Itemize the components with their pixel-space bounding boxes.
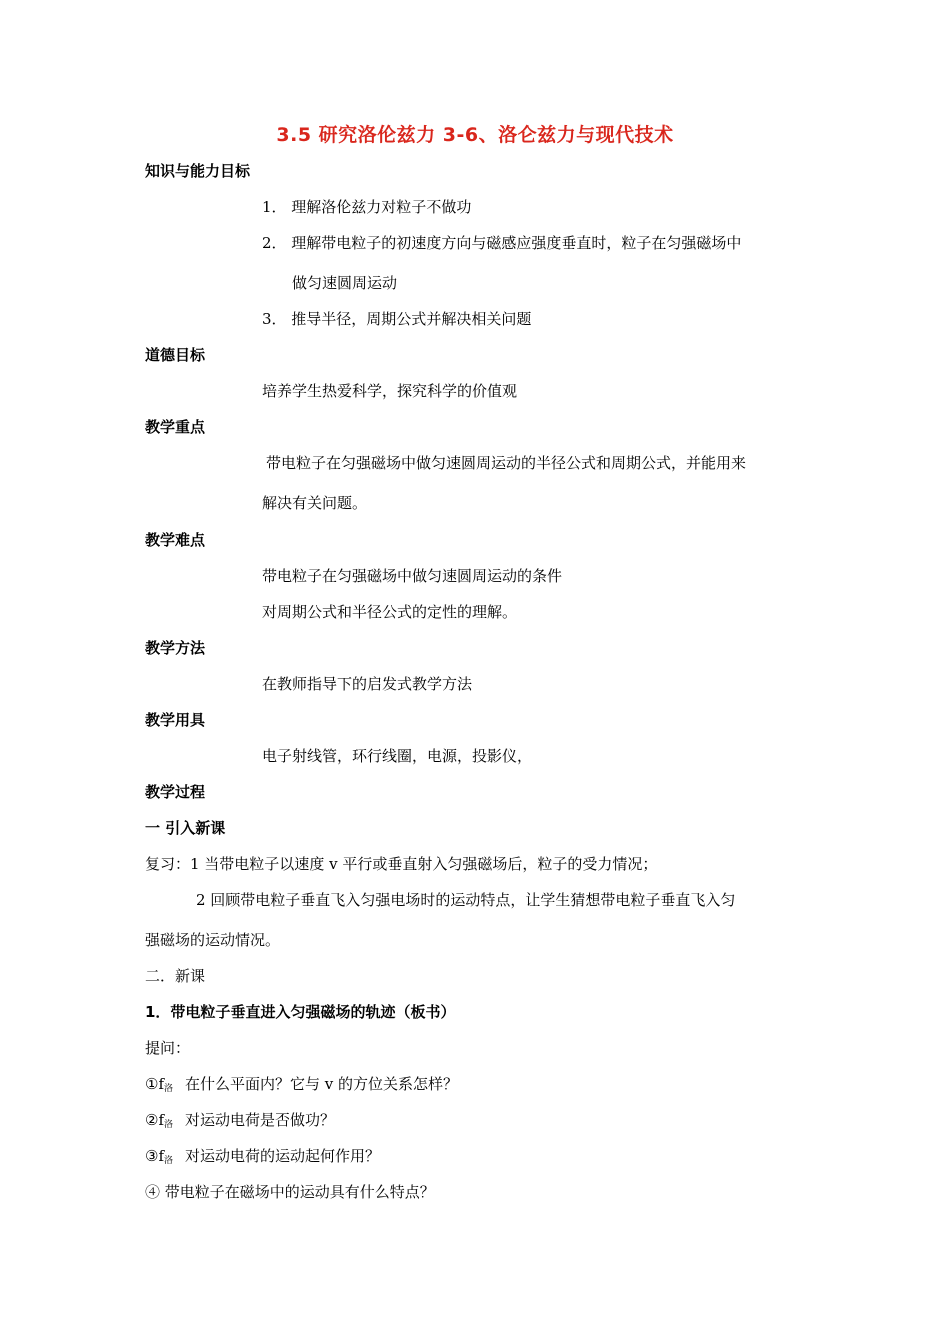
question-1-prefix: ①f: [145, 1075, 164, 1093]
section-heading-knowledge: 知识与能力目标: [145, 162, 251, 180]
intro-heading: 一 引入新课: [145, 819, 226, 837]
question-3-prefix: ③f: [145, 1147, 164, 1165]
question-1: [145, 1074, 458, 1099]
review-line-1: 复习：1 当带电粒子以速度 v 平行或垂直射入匀强磁场后，粒子的受力情况；: [145, 855, 658, 873]
section-heading-tools: 教学用具: [145, 711, 206, 729]
question-4: ④ 带电粒子在磁场中的运动具有什么特点？: [145, 1183, 435, 1201]
question-1-text: 在什么平面内？它与 v 的方位关系怎样？: [185, 1075, 459, 1093]
new-lesson-label: 二．新课: [145, 967, 206, 985]
difficulty-line-1: 带电粒子在匀强磁场中做匀速圆周运动的条件: [262, 567, 563, 585]
question-3: [145, 1146, 380, 1171]
knowledge-item-2-line-1: 2． 理解带电粒子的初速度方向与磁感应强度垂直时，粒子在匀强磁场中: [262, 234, 742, 252]
key-line-1: 带电粒子在匀强磁场中做匀速圆周运动的半径公式和周期公式，并能用来: [266, 454, 747, 472]
review-line-2: 2 回顾带电粒子垂直飞入匀强电场时的运动特点，让学生猜想带电粒子垂直飞入匀: [196, 891, 736, 909]
section-heading-difficulty: 教学难点: [145, 531, 206, 549]
question-1-subscript: 洛: [164, 1084, 174, 1094]
knowledge-item-3: 3． 推导半径，周期公式并解决相关问题: [262, 310, 532, 328]
section-heading-process: 教学过程: [145, 783, 206, 801]
section-heading-method: 教学方法: [145, 639, 206, 657]
knowledge-item-1: 1． 理解洛伦兹力对粒子不做功: [262, 198, 472, 216]
moral-text: 培养学生热爱科学，探究科学的价值观: [262, 382, 518, 400]
section-heading-key: 教学重点: [145, 418, 206, 436]
question-2: [145, 1110, 335, 1135]
method-text: 在教师指导下的启发式教学方法: [262, 675, 473, 693]
review-line-3: 强磁场的运动情况。: [145, 931, 281, 949]
subheading-trajectory: 1．带电粒子垂直进入匀强磁场的轨迹（板书）: [145, 1003, 456, 1021]
page-title: 3.5 研究洛伦兹力 3-6、洛仑兹力与现代技术: [276, 124, 674, 146]
section-heading-moral: 道德目标: [145, 346, 206, 364]
ask-label: 提问：: [145, 1039, 191, 1057]
question-2-text: 对运动电荷是否做功？: [185, 1111, 336, 1129]
knowledge-item-2-line-2: 做匀速圆周运动: [292, 274, 398, 292]
tools-text: 电子射线管，环行线圈，电源，投影仪，: [262, 747, 533, 765]
question-2-prefix: ②f: [145, 1111, 164, 1129]
key-line-2: 解决有关问题。: [262, 494, 368, 512]
question-3-subscript: 洛: [164, 1156, 174, 1166]
difficulty-line-2: 对周期公式和半径公式的定性的理解。: [262, 603, 518, 621]
question-3-text: 对运动电荷的运动起何作用？: [185, 1147, 381, 1165]
question-2-subscript: 洛: [164, 1120, 174, 1130]
